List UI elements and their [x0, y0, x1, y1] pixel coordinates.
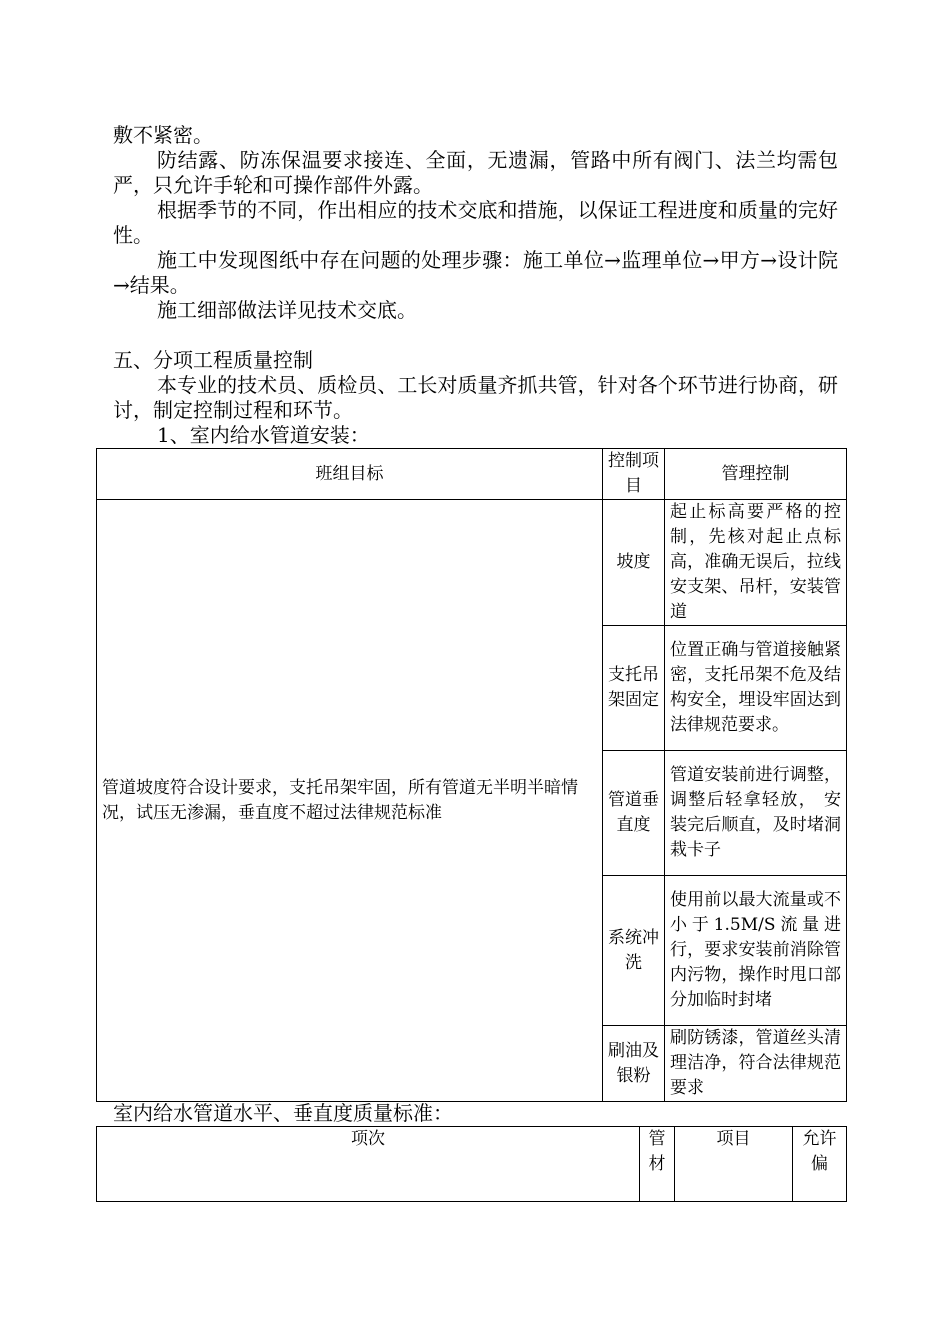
control-item: 支托吊架固定: [603, 626, 665, 751]
control-description: 起止标高要严格的控制，先核对起止点标高，准确无误后，拉线安支架、吊杆，安装管道: [665, 500, 847, 626]
section-intro: 本专业的技术员、质检员、工长对质量齐抓共管，针对各个环节进行协商，研讨，制定控制过程和环节。: [113, 373, 838, 422]
control-description: 位置正确与管道接触紧密，支托吊架不危及结构安全，埋设牢固达到法律规范要求。: [665, 626, 847, 751]
paragraph-drawing-issues: 施工中发现图纸中存在问题的处理步骤：施工单位→监理单位→甲方→设计院→结果。: [113, 248, 838, 297]
paragraph-insulation: 防结露、防冻保温要求接连、全面，无遗漏，管路中所有阀门、法兰均需包严，只允许手轮和可操作部件外露。: [113, 148, 838, 197]
subsection-heading: 1、室内给水管道安装：: [157, 423, 370, 447]
header-control-item: 控制项目: [603, 449, 665, 500]
header-goal: 班组目标: [97, 449, 603, 500]
quality-control-table: [96, 448, 847, 1102]
paragraph-details: 施工细部做法详见技术交底。: [157, 298, 417, 322]
header-management: 管理控制: [665, 449, 847, 500]
paragraph-season: 根据季节的不同，作出相应的技术交底和措施，以保证工程进度和质量的完好性。: [113, 198, 838, 247]
control-item: 系统冲洗: [603, 876, 665, 1026]
header-item-number: 项次: [97, 1127, 640, 1202]
section-heading: 五、分项工程质量控制: [113, 348, 313, 372]
header-allowable-deviation: 允许偏: [793, 1127, 847, 1202]
table-header-row: [97, 449, 847, 500]
table-header-row: [97, 1127, 847, 1202]
quality-standard-table: [96, 1126, 847, 1202]
control-description: 管道安装前进行调整，调整后轻拿轻放， 安装完后顺直，及时堵洞栽卡子: [665, 751, 847, 876]
paragraph-continuation: 敷不紧密。: [113, 123, 213, 147]
header-pipe-material: 管材: [640, 1127, 675, 1202]
header-item: 项目: [675, 1127, 793, 1202]
control-item: 管道垂直度: [603, 751, 665, 876]
control-description: 刷防锈漆，管道丝头清理洁净，符合法律规范要求: [665, 1026, 847, 1102]
goal-cell: 管道坡度符合设计要求，支托吊架牢固，所有管道无半明半暗情况，试压无渗漏，垂直度不超过法律规范标准: [97, 500, 603, 1102]
control-description: 使用前以最大流量或不小于1.5M/S流量进行，要求安装前消除管内污物，操作时甩口部分加临时封堵: [665, 876, 847, 1026]
table-row: [97, 500, 847, 626]
control-item: 刷油及银粉: [603, 1026, 665, 1102]
control-item: 坡度: [603, 500, 665, 626]
table2-caption: 室内给水管道水平、垂直度质量标准：: [113, 1101, 453, 1125]
